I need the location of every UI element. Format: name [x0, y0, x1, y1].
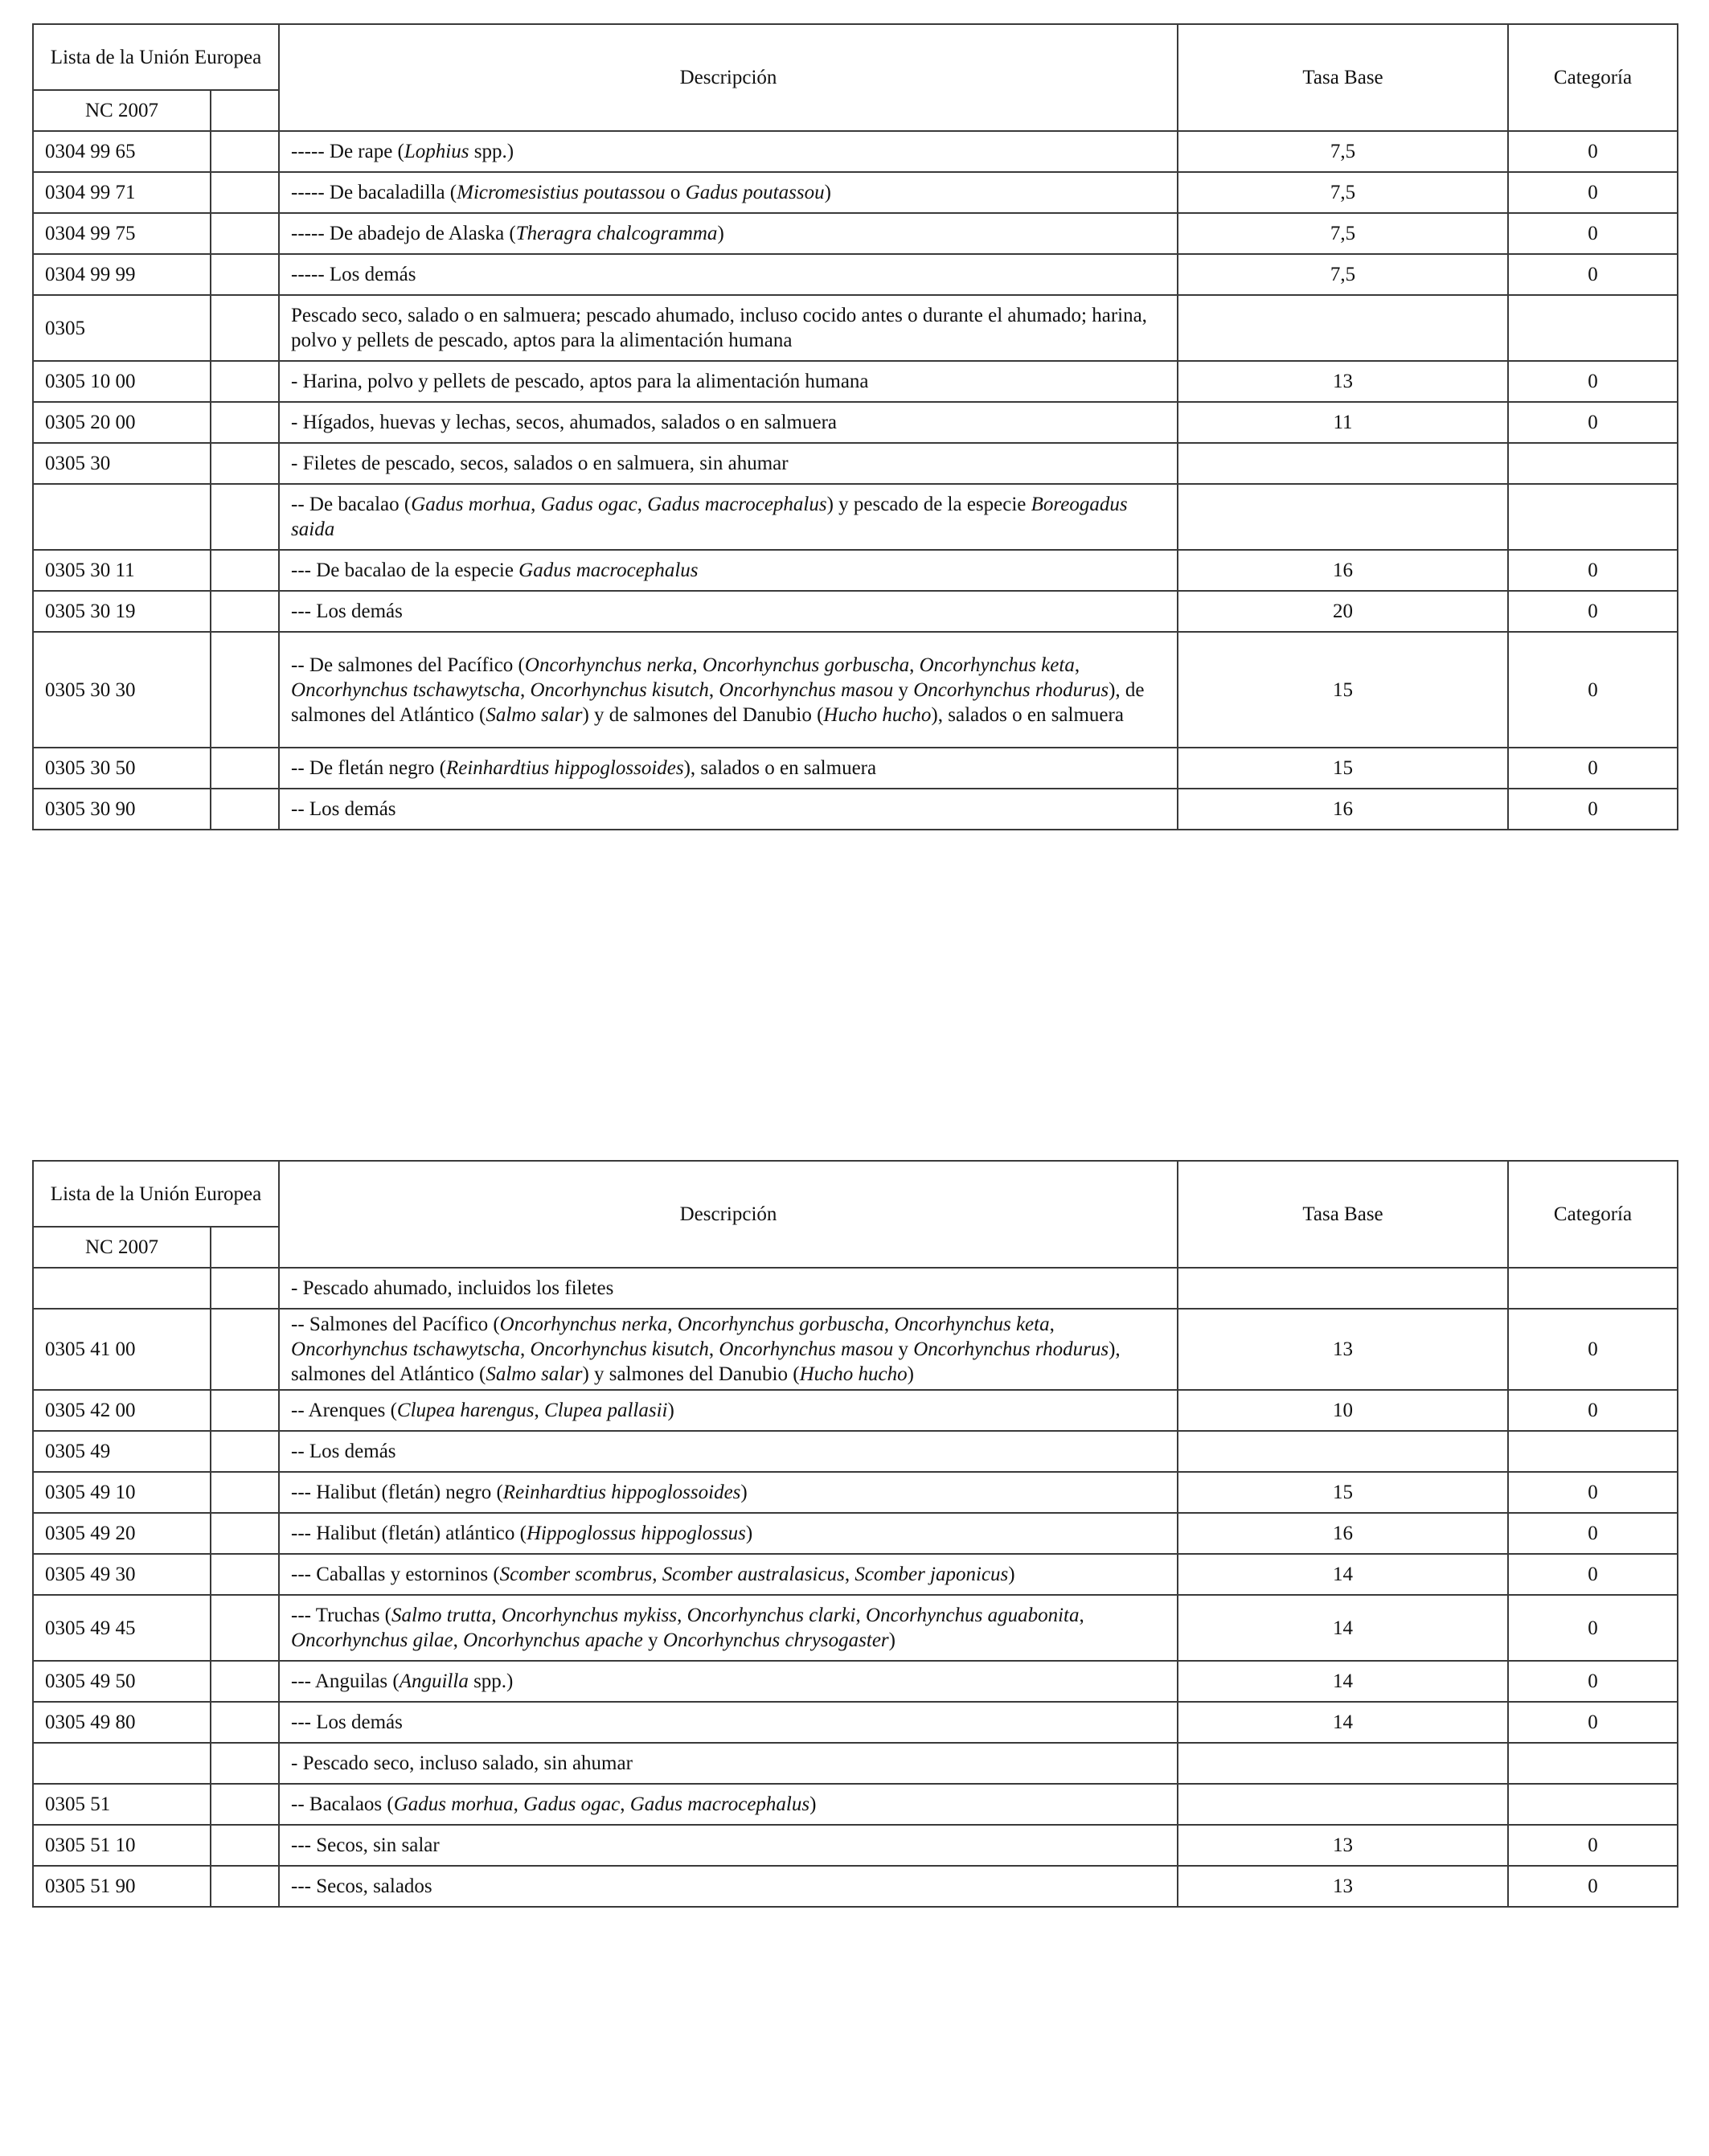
empty-cell: [211, 1513, 279, 1554]
table-row: [33, 1784, 1678, 1825]
nc-code-cell: 0305 30 19: [33, 591, 211, 632]
table-row: [33, 484, 1678, 550]
tasa-base-cell: [1178, 1784, 1508, 1825]
table-row: [33, 1390, 1678, 1431]
categoria-cell: 0: [1508, 1661, 1678, 1702]
tasa-base-cell: [1178, 484, 1508, 550]
empty-cell: [211, 550, 279, 591]
categoria-cell: 0: [1508, 361, 1678, 402]
categoria-cell: [1508, 295, 1678, 361]
empty-cell: [211, 1866, 279, 1907]
tasa-base-cell: 7,5: [1178, 172, 1508, 213]
nc-code-cell: 0304 99 65: [33, 131, 211, 172]
tasa-base-header: Tasa Base: [1178, 1161, 1508, 1268]
tasa-base-cell: 13: [1178, 1309, 1508, 1390]
header-spacer-cell: [211, 90, 279, 131]
empty-cell: [211, 1825, 279, 1866]
nc-code-cell: 0305 49 80: [33, 1702, 211, 1743]
nc-code-cell: 0305 42 00: [33, 1390, 211, 1431]
categoria-cell: 0: [1508, 1390, 1678, 1431]
table-row: [33, 1554, 1678, 1595]
tasa-base-cell: 15: [1178, 1472, 1508, 1513]
tasa-base-cell: 11: [1178, 402, 1508, 443]
empty-cell: [211, 748, 279, 789]
table-row: [33, 1472, 1678, 1513]
categoria-cell: [1508, 1431, 1678, 1472]
description-cell: - Harina, polvo y pellets de pescado, aptos para la alimentación humana: [279, 361, 1178, 402]
nc-code-cell: [33, 484, 211, 550]
nc-code-cell: 0304 99 71: [33, 172, 211, 213]
table-header: [33, 1161, 1678, 1268]
table-header: [33, 24, 1678, 131]
description-cell: --- Secos, sin salar: [279, 1825, 1178, 1866]
description-cell: --- Los demás: [279, 591, 1178, 632]
nc-code-cell: 0305 30 30: [33, 632, 211, 748]
table-row: [33, 1513, 1678, 1554]
categoria-cell: 0: [1508, 1595, 1678, 1661]
nc-code-cell: 0305 51: [33, 1784, 211, 1825]
categoria-cell: 0: [1508, 131, 1678, 172]
categoria-cell: 0: [1508, 789, 1678, 830]
tasa-base-cell: 15: [1178, 632, 1508, 748]
tasa-base-cell: 7,5: [1178, 213, 1508, 254]
table-row: [33, 443, 1678, 484]
description-cell: ----- De rape (Lophius spp.): [279, 131, 1178, 172]
empty-cell: [211, 295, 279, 361]
description-cell: -- Los demás: [279, 1431, 1178, 1472]
nc-code-cell: 0305 30: [33, 443, 211, 484]
description-cell: -- Los demás: [279, 789, 1178, 830]
table-row: [33, 254, 1678, 295]
description-cell: --- Truchas (Salmo trutta, Oncorhynchus mykiss, Oncorhynchus clarki, Oncorhynchus aguabonita, Oncorhynchus gilae, Oncorhynchus apache y Oncorhynchus chrysogaster): [279, 1595, 1178, 1661]
empty-cell: [211, 1784, 279, 1825]
nc-code-cell: 0304 99 99: [33, 254, 211, 295]
nc-code-cell: 0305 20 00: [33, 402, 211, 443]
description-cell: - Hígados, huevas y lechas, secos, ahumados, salados o en salmuera: [279, 402, 1178, 443]
tasa-base-header: Tasa Base: [1178, 24, 1508, 131]
tasa-base-cell: 16: [1178, 789, 1508, 830]
tasa-base-cell: 14: [1178, 1661, 1508, 1702]
table-row: [33, 213, 1678, 254]
empty-cell: [211, 484, 279, 550]
table-row: [33, 1309, 1678, 1390]
empty-cell: [211, 402, 279, 443]
empty-cell: [211, 254, 279, 295]
description-cell: - Filetes de pescado, secos, salados o en salmuera, sin ahumar: [279, 443, 1178, 484]
tasa-base-cell: 7,5: [1178, 254, 1508, 295]
nc-code-cell: 0305 30 11: [33, 550, 211, 591]
description-cell: -- De fletán negro (Reinhardtius hippoglossoides), salados o en salmuera: [279, 748, 1178, 789]
header-spacer-cell: [211, 1227, 279, 1268]
categoria-cell: 0: [1508, 1702, 1678, 1743]
description-cell: ----- Los demás: [279, 254, 1178, 295]
categoria-cell: 0: [1508, 172, 1678, 213]
categoria-cell: 0: [1508, 550, 1678, 591]
nc-code-cell: 0305 49 20: [33, 1513, 211, 1554]
descripcion-header: Descripción: [279, 24, 1178, 131]
nc-2007-header: NC 2007: [33, 1227, 211, 1268]
tasa-base-cell: 14: [1178, 1554, 1508, 1595]
empty-cell: [211, 1661, 279, 1702]
tasa-base-cell: 16: [1178, 1513, 1508, 1554]
empty-cell: [211, 131, 279, 172]
nc-code-cell: 0305 10 00: [33, 361, 211, 402]
description-cell: -- Arenques (Clupea harengus, Clupea pallasii): [279, 1390, 1178, 1431]
description-cell: - Pescado ahumado, incluidos los filetes: [279, 1268, 1178, 1309]
empty-cell: [211, 591, 279, 632]
table-row: [33, 591, 1678, 632]
description-cell: Pescado seco, salado o en salmuera; pescado ahumado, incluso cocido antes o durante el ahumado; harina, polvo y pellets de pescado, aptos para la alimentación humana: [279, 295, 1178, 361]
table-row: [33, 402, 1678, 443]
empty-cell: [211, 172, 279, 213]
empty-cell: [211, 632, 279, 748]
nc-code-cell: 0305 51 10: [33, 1825, 211, 1866]
tariff-table-2: [32, 1160, 1678, 1908]
categoria-cell: 0: [1508, 254, 1678, 295]
description-cell: --- De bacalao de la especie Gadus macrocephalus: [279, 550, 1178, 591]
nc-code-cell: 0305 49 10: [33, 1472, 211, 1513]
table-row: [33, 1595, 1678, 1661]
lista-header: Lista de la Unión Europea: [33, 1161, 279, 1227]
tasa-base-cell: [1178, 443, 1508, 484]
nc-code-cell: [33, 1268, 211, 1309]
tariff-table-1: [32, 23, 1678, 830]
description-cell: --- Anguilas (Anguilla spp.): [279, 1661, 1178, 1702]
empty-cell: [211, 213, 279, 254]
tasa-base-cell: 20: [1178, 591, 1508, 632]
tasa-base-cell: [1178, 295, 1508, 361]
description-cell: -- De bacalao (Gadus morhua, Gadus ogac, Gadus macrocephalus) y pescado de la especie Boreogadus saida: [279, 484, 1178, 550]
tasa-base-cell: 16: [1178, 550, 1508, 591]
nc-code-cell: 0305 49 50: [33, 1661, 211, 1702]
table-row: [33, 1431, 1678, 1472]
tasa-base-cell: 10: [1178, 1390, 1508, 1431]
table-row: [33, 1702, 1678, 1743]
tasa-base-cell: 14: [1178, 1595, 1508, 1661]
categoria-cell: 0: [1508, 1554, 1678, 1595]
nc-code-cell: [33, 1743, 211, 1784]
categoria-cell: 0: [1508, 1825, 1678, 1866]
tasa-base-cell: 13: [1178, 1866, 1508, 1907]
empty-cell: [211, 1702, 279, 1743]
tasa-base-cell: [1178, 1268, 1508, 1309]
description-cell: ----- De bacaladilla (Micromesistius poutassou o Gadus poutassou): [279, 172, 1178, 213]
tasa-base-cell: [1178, 1431, 1508, 1472]
table-row: [33, 1825, 1678, 1866]
table-row: [33, 748, 1678, 789]
description-cell: -- De salmones del Pacífico (Oncorhynchus nerka, Oncorhynchus gorbuscha, Oncorhynchus keta, Oncorhynchus tschawytscha, Oncorhynchus kisutch, Oncorhynchus masou y Oncorhynchus rhodurus), de salmones del Atlántico (Salmo salar) y de salmones del Danubio (Hucho hucho), salados o en salmuera: [279, 632, 1178, 748]
nc-code-cell: 0305 51 90: [33, 1866, 211, 1907]
table-row: [33, 1661, 1678, 1702]
categoria-cell: [1508, 443, 1678, 484]
tasa-base-cell: [1178, 1743, 1508, 1784]
table-body: [33, 1268, 1678, 1907]
tasa-base-cell: 15: [1178, 748, 1508, 789]
categoria-cell: [1508, 1268, 1678, 1309]
empty-cell: [211, 1268, 279, 1309]
nc-code-cell: 0305 49 30: [33, 1554, 211, 1595]
table-row: [33, 632, 1678, 748]
description-cell: --- Caballas y estorninos (Scomber scombrus, Scomber australasicus, Scomber japonicus): [279, 1554, 1178, 1595]
tasa-base-cell: 14: [1178, 1702, 1508, 1743]
categoria-cell: [1508, 1784, 1678, 1825]
categoria-header: Categoría: [1508, 24, 1678, 131]
tasa-base-cell: 13: [1178, 1825, 1508, 1866]
descripcion-header: Descripción: [279, 1161, 1178, 1268]
table-row: [33, 550, 1678, 591]
nc-code-cell: 0305 49: [33, 1431, 211, 1472]
description-cell: - Pescado seco, incluso salado, sin ahumar: [279, 1743, 1178, 1784]
table-row: [33, 361, 1678, 402]
categoria-cell: 0: [1508, 591, 1678, 632]
categoria-cell: 0: [1508, 748, 1678, 789]
empty-cell: [211, 361, 279, 402]
lista-header: Lista de la Unión Europea: [33, 24, 279, 90]
categoria-cell: [1508, 1743, 1678, 1784]
categoria-cell: 0: [1508, 1309, 1678, 1390]
nc-code-cell: 0305 49 45: [33, 1595, 211, 1661]
description-cell: --- Secos, salados: [279, 1866, 1178, 1907]
empty-cell: [211, 1390, 279, 1431]
empty-cell: [211, 1743, 279, 1784]
nc-code-cell: 0305 30 90: [33, 789, 211, 830]
description-cell: --- Halibut (fletán) negro (Reinhardtius hippoglossoides): [279, 1472, 1178, 1513]
description-cell: -- Bacalaos (Gadus morhua, Gadus ogac, Gadus macrocephalus): [279, 1784, 1178, 1825]
categoria-cell: 0: [1508, 213, 1678, 254]
categoria-cell: 0: [1508, 402, 1678, 443]
categoria-cell: 0: [1508, 632, 1678, 748]
nc-code-cell: 0304 99 75: [33, 213, 211, 254]
nc-code-cell: 0305 30 50: [33, 748, 211, 789]
table-row: [33, 172, 1678, 213]
table-row: [33, 1866, 1678, 1907]
description-cell: ----- De abadejo de Alaska (Theragra chalcogramma): [279, 213, 1178, 254]
table-body: [33, 131, 1678, 830]
empty-cell: [211, 1554, 279, 1595]
nc-code-cell: 0305: [33, 295, 211, 361]
table-row: [33, 295, 1678, 361]
table-row: [33, 789, 1678, 830]
table-row: [33, 1268, 1678, 1309]
description-cell: --- Halibut (fletán) atlántico (Hippoglossus hippoglossus): [279, 1513, 1178, 1554]
nc-code-cell: 0305 41 00: [33, 1309, 211, 1390]
description-cell: --- Los demás: [279, 1702, 1178, 1743]
categoria-header: Categoría: [1508, 1161, 1678, 1268]
empty-cell: [211, 1309, 279, 1390]
empty-cell: [211, 789, 279, 830]
categoria-cell: [1508, 484, 1678, 550]
tasa-base-cell: 7,5: [1178, 131, 1508, 172]
empty-cell: [211, 1472, 279, 1513]
table-row: [33, 131, 1678, 172]
table-row: [33, 1743, 1678, 1784]
empty-cell: [211, 1595, 279, 1661]
tasa-base-cell: 13: [1178, 361, 1508, 402]
description-cell: -- Salmones del Pacífico (Oncorhynchus nerka, Oncorhynchus gorbuscha, Oncorhynchus keta, Oncorhynchus tschawytscha, Oncorhynchus kisutch, Oncorhynchus masou y Oncorhynchus rhodurus), salmones del Atlántico (Salmo salar) y salmones del Danubio (Hucho hucho): [279, 1309, 1178, 1390]
empty-cell: [211, 443, 279, 484]
categoria-cell: 0: [1508, 1513, 1678, 1554]
categoria-cell: 0: [1508, 1866, 1678, 1907]
nc-2007-header: NC 2007: [33, 90, 211, 131]
categoria-cell: 0: [1508, 1472, 1678, 1513]
empty-cell: [211, 1431, 279, 1472]
